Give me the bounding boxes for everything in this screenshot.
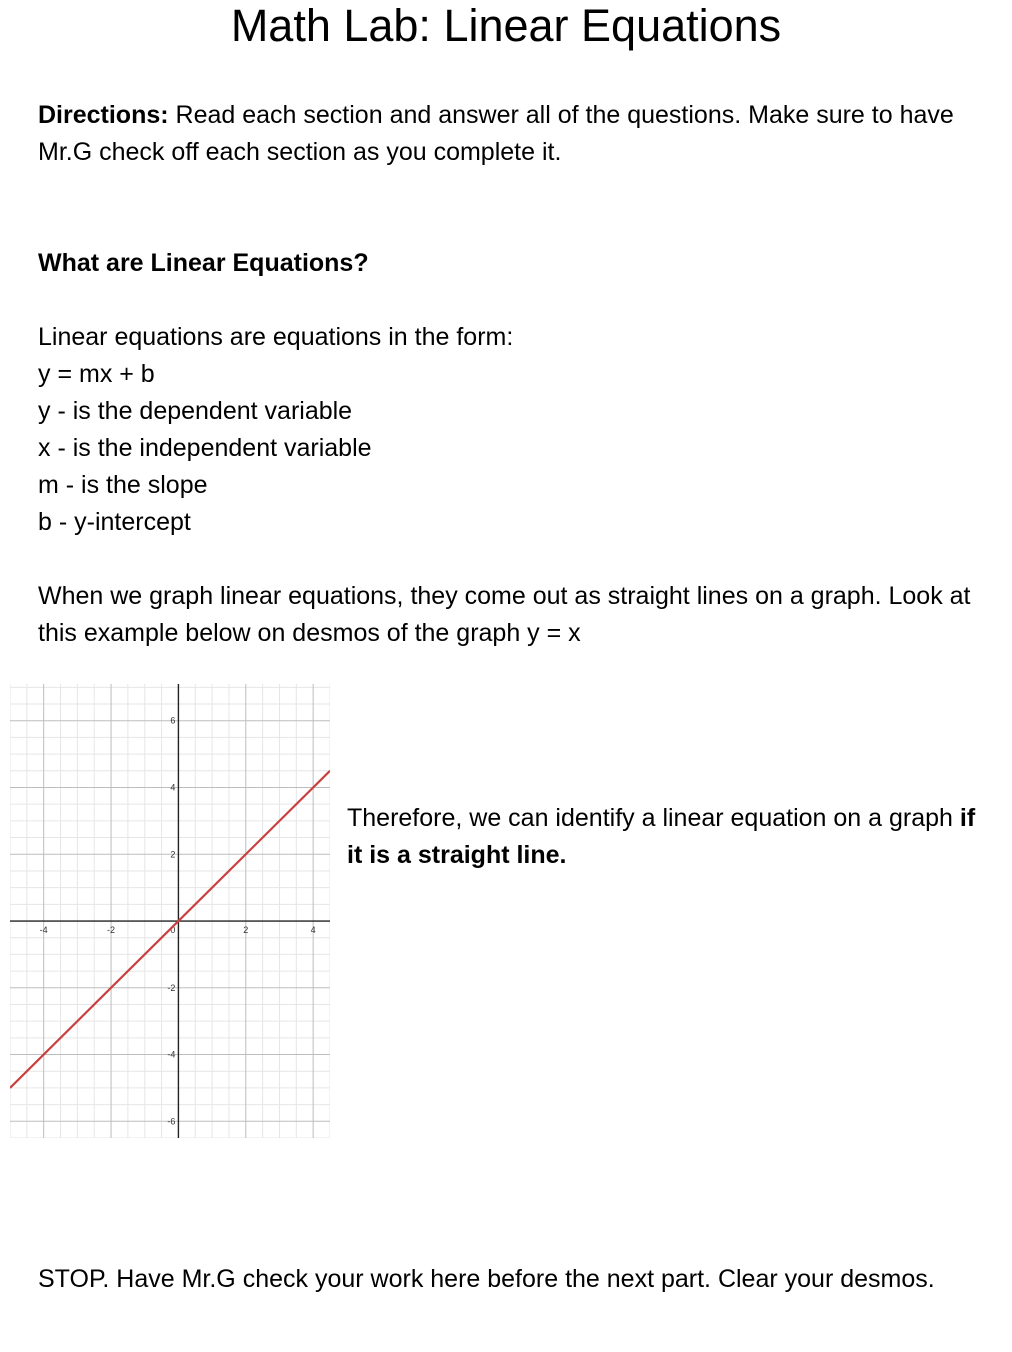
definition-line: b - y-intercept xyxy=(38,508,191,536)
origin-label: 0 xyxy=(170,925,176,936)
definition-line: Linear equations are equations in the form: xyxy=(38,323,514,351)
x-tick-label: 2 xyxy=(243,925,249,936)
therefore-paragraph xyxy=(347,800,987,874)
x-tick-label: 4 xyxy=(310,925,316,936)
y-tick-label: 4 xyxy=(170,782,176,793)
stop-note: STOP. Have Mr.G check your work here before the next part. Clear your desmos. xyxy=(38,1265,935,1293)
directions-label: Directions: xyxy=(38,101,169,129)
y-tick-label: -6 xyxy=(167,1116,176,1127)
therefore-bold: if it is a straight line. xyxy=(347,804,976,869)
therefore-text: Therefore, we can identify a linear equation on a graph xyxy=(347,804,960,832)
series-line-y-equals-x xyxy=(10,771,330,1088)
y-tick-label: -4 xyxy=(167,1049,176,1060)
page-title: Math Lab: Linear Equations xyxy=(230,0,782,51)
definition-line: m - is the slope xyxy=(38,471,208,499)
x-tick-label: -2 xyxy=(107,925,116,936)
definition-line: x - is the independent variable xyxy=(38,434,372,462)
y-tick-label: 2 xyxy=(170,849,176,860)
section-heading: What are Linear Equations? xyxy=(38,249,369,277)
graph-intro-paragraph: When we graph linear equations, they come out as straight lines on a graph. Look at this example below on desmos of the graph y = x xyxy=(38,582,971,647)
definition-line: y - is the dependent variable xyxy=(38,397,353,425)
definition-line: y = mx + b xyxy=(38,360,155,388)
desmos-graph-image xyxy=(10,684,330,1138)
y-tick-label: 6 xyxy=(170,715,176,726)
definitions-list xyxy=(38,319,983,541)
y-tick-label: -2 xyxy=(167,982,176,993)
directions-paragraph xyxy=(38,97,983,171)
graph-svg xyxy=(10,684,330,1138)
x-tick-label: -4 xyxy=(39,925,48,936)
directions-text: Read each section and answer all of the questions. Make sure to have Mr.G check off each section as you complete it. xyxy=(38,101,954,166)
